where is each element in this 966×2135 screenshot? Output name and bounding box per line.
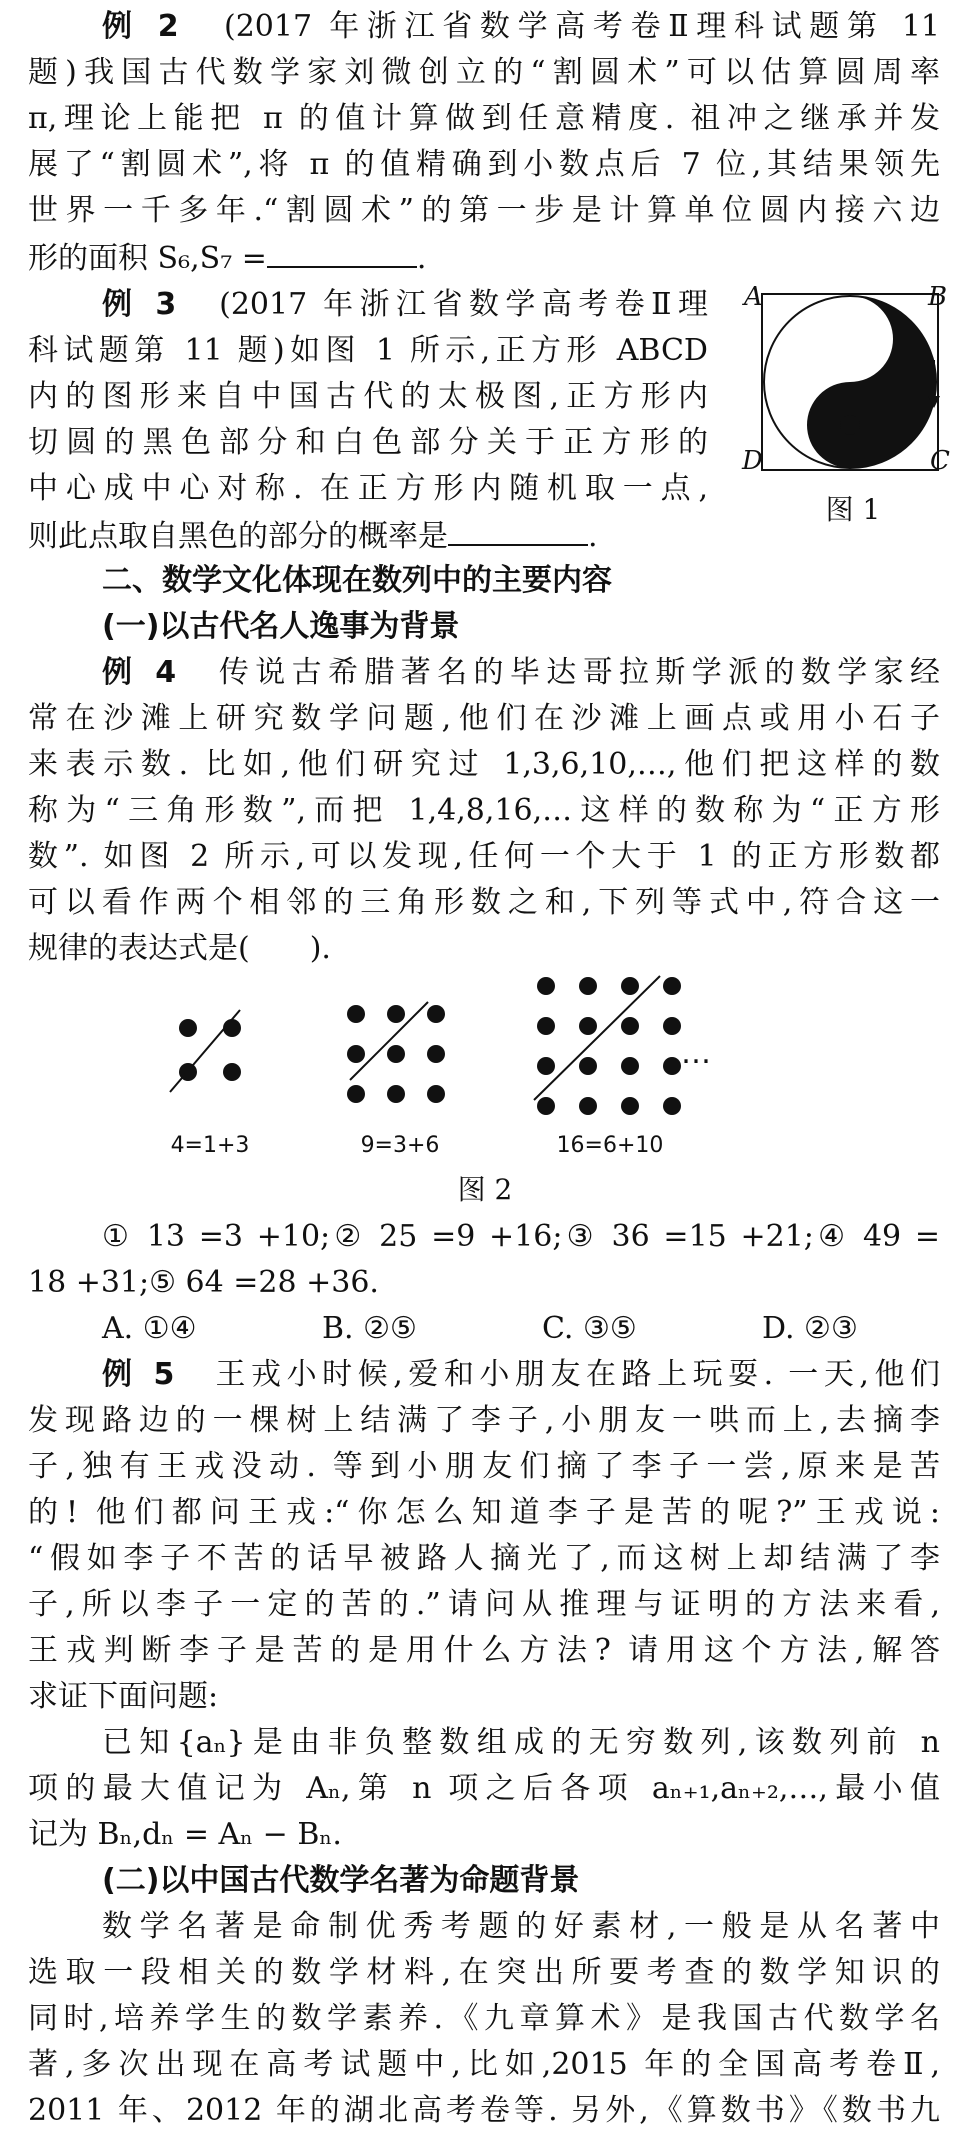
ex4-line-7: 规律的表达式是( ). [28, 931, 331, 966]
closing-line-3: 同时,培养学生的数学素养.《九章算术》是我国古代数学名 [28, 2001, 940, 2036]
ex5-line-4: 的! 他们都问王戎:“你怎么知道李子是苦的呢?”王戎说: [28, 1495, 940, 1530]
ex3-line-4: 切圆的黑色部分和白色部分关于正方形的 [28, 425, 708, 460]
arrow-down-icon [926, 360, 942, 410]
closing-line-5: 2011 年、2012 年的湖北高考卷等. 另外,《算数书》《数书九 [28, 2093, 940, 2128]
ex2-line-3: π,理论上能把 π 的值计算做到任意精度. 祖冲之继承并发 [28, 101, 940, 136]
ex4-options-line-2: 18 +31;⑤ 64 =28 +36. [28, 1265, 379, 1300]
closing-line-2: 选取一段相关的数学材料,在突出所要考查的数学知识的 [28, 1955, 940, 1990]
ex4-line-1: 例 4 传说古希腊著名的毕达哥拉斯学派的数学家经 [102, 655, 940, 690]
ex3-label: 例 3 [102, 287, 177, 322]
answer-blank [267, 234, 417, 268]
ex5-line-1: 例 5 王戎小时候,爱和小朋友在路上玩耍. 一天,他们 [102, 1357, 940, 1392]
ex4-line-6: 可以看作两个相邻的三角形数之和,下列等式中,符合这一 [28, 885, 940, 920]
ex2-line-5: 世界一千多年.“割圆术”的第一步是计算单位圆内接六边 [28, 193, 940, 228]
closing-line-1: 数学名著是命制优秀考题的好素材,一般是从名著中 [102, 1909, 940, 1944]
ex2-line-6: 形的面积 S₆,S₇ = . [28, 234, 940, 282]
ex3-line-5: 中心成中心对称. 在正方形内随机取一点, [28, 471, 708, 506]
ex3-line-6: 则此点取自黑色的部分的概率是 . [28, 512, 708, 560]
ex5-line-5: “假如李子不苦的话早被路人摘光了,而这树上却结满了李 [28, 1541, 940, 1576]
ex5-label: 例 5 [102, 1357, 175, 1392]
ex5-line-3: 子,独有王戎没动. 等到小朋友们摘了李子一尝,原来是苦 [28, 1449, 940, 1484]
choice-a[interactable]: A. ①④ [102, 1311, 197, 1346]
ex5-line-6: 子,所以李子一定的苦的.”请问从推理与证明的方法来看, [28, 1587, 940, 1622]
fig1-label-b: B [928, 282, 948, 312]
ex2-line-2: 题)我国古代数学家刘微创立的“割圆术”可以估算圆周率 [28, 55, 940, 90]
section-2-title: 二、数学文化体现在数列中的主要内容 [102, 563, 612, 598]
choice-b[interactable]: B. ②⑤ [322, 1311, 417, 1346]
dot-grid-4 [170, 1010, 241, 1092]
fig2-caption: 图 2 [457, 1173, 513, 1206]
ex4-line-2: 常在沙滩上研究数学问题,他们在沙滩上画点或用小石子 [28, 701, 940, 736]
ex5-line-11: 记为 Bₙ,dₙ = Aₙ − Bₙ. [28, 1817, 342, 1852]
dot-grid-9 [347, 1002, 445, 1103]
ex5-line-9: 已知{aₙ}是由非负整数组成的无穷数列,该数列前 n [102, 1725, 940, 1760]
fig2-subcaption-1: 4=1+3 [170, 1133, 250, 1158]
subsection-1-title: (一)以古代名人逸事为背景 [102, 609, 460, 644]
ex5-line-7: 王戎判断李子是苦的是用什么方法? 请用这个方法,解答 [28, 1633, 940, 1668]
ex5-line-8: 求证下面问题: [28, 1679, 219, 1714]
choice-c[interactable]: C. ③⑤ [542, 1311, 637, 1346]
ex2-line-1: 例 2 (2017 年浙江省数学高考卷Ⅱ理科试题第 11 [102, 9, 940, 44]
ex4-line-3: 来表示数. 比如,他们研究过 1,3,6,10,…,他们把这样的数 [28, 747, 940, 782]
ex2-line-4: 展了“割圆术”,将 π 的值精确到小数点后 7 位,其结果领先 [28, 147, 940, 182]
ex3-line-1: 例 3 (2017 年浙江省数学高考卷Ⅱ理 [102, 287, 708, 322]
ex4-label: 例 4 [102, 655, 177, 690]
ex4-line-4: 称为“三角形数”,而把 1,4,8,16,…这样的数称为“正方形 [28, 793, 940, 828]
fig1-caption: 图 1 [825, 493, 881, 526]
fig2-subcaption-3: 16=6+10 [556, 1133, 664, 1158]
ex4-line-5: 数”. 如图 2 所示,可以发现,任何一个大于 1 的正方形数都 [28, 839, 940, 874]
subsection-2-title: (二)以中国古代数学名著为命题背景 [102, 1863, 580, 1898]
closing-line-4: 著,多次出现在高考试题中,比如,2015 年的全国高考卷Ⅱ, [28, 2047, 940, 2082]
ex3-line-3: 内的图形来自中国古代的太极图,正方形内 [28, 379, 708, 414]
taiji-figure [760, 292, 940, 472]
fig2-ellipsis: … [681, 1036, 711, 1071]
fig1-label-d: D [742, 446, 763, 476]
ex2-label: 例 2 [102, 9, 179, 44]
ex3-line-2: 科试题第 11 题)如图 1 所示,正方形 ABCD [28, 333, 708, 368]
ex4-options-line-1: ① 13 =3 +10;② 25 =9 +16;③ 36 =15 +21;④ 49 = [102, 1219, 940, 1254]
ex5-line-10: 项的最大值记为 Aₙ,第 n 项之后各项 aₙ₊₁,aₙ₊₂,…,最小值 [28, 1771, 940, 1806]
ex4-choices [102, 1306, 922, 1352]
fig2-subcaption-2: 9=3+6 [360, 1133, 440, 1158]
fig1-label-c: C [930, 446, 950, 476]
ex5-line-2: 发现路边的一棵树上结满了李子,小朋友一哄而上,去摘李 [28, 1403, 940, 1438]
choice-d[interactable]: D. ②③ [762, 1311, 858, 1346]
answer-blank [448, 512, 588, 546]
fig1-label-a: A [744, 282, 763, 312]
